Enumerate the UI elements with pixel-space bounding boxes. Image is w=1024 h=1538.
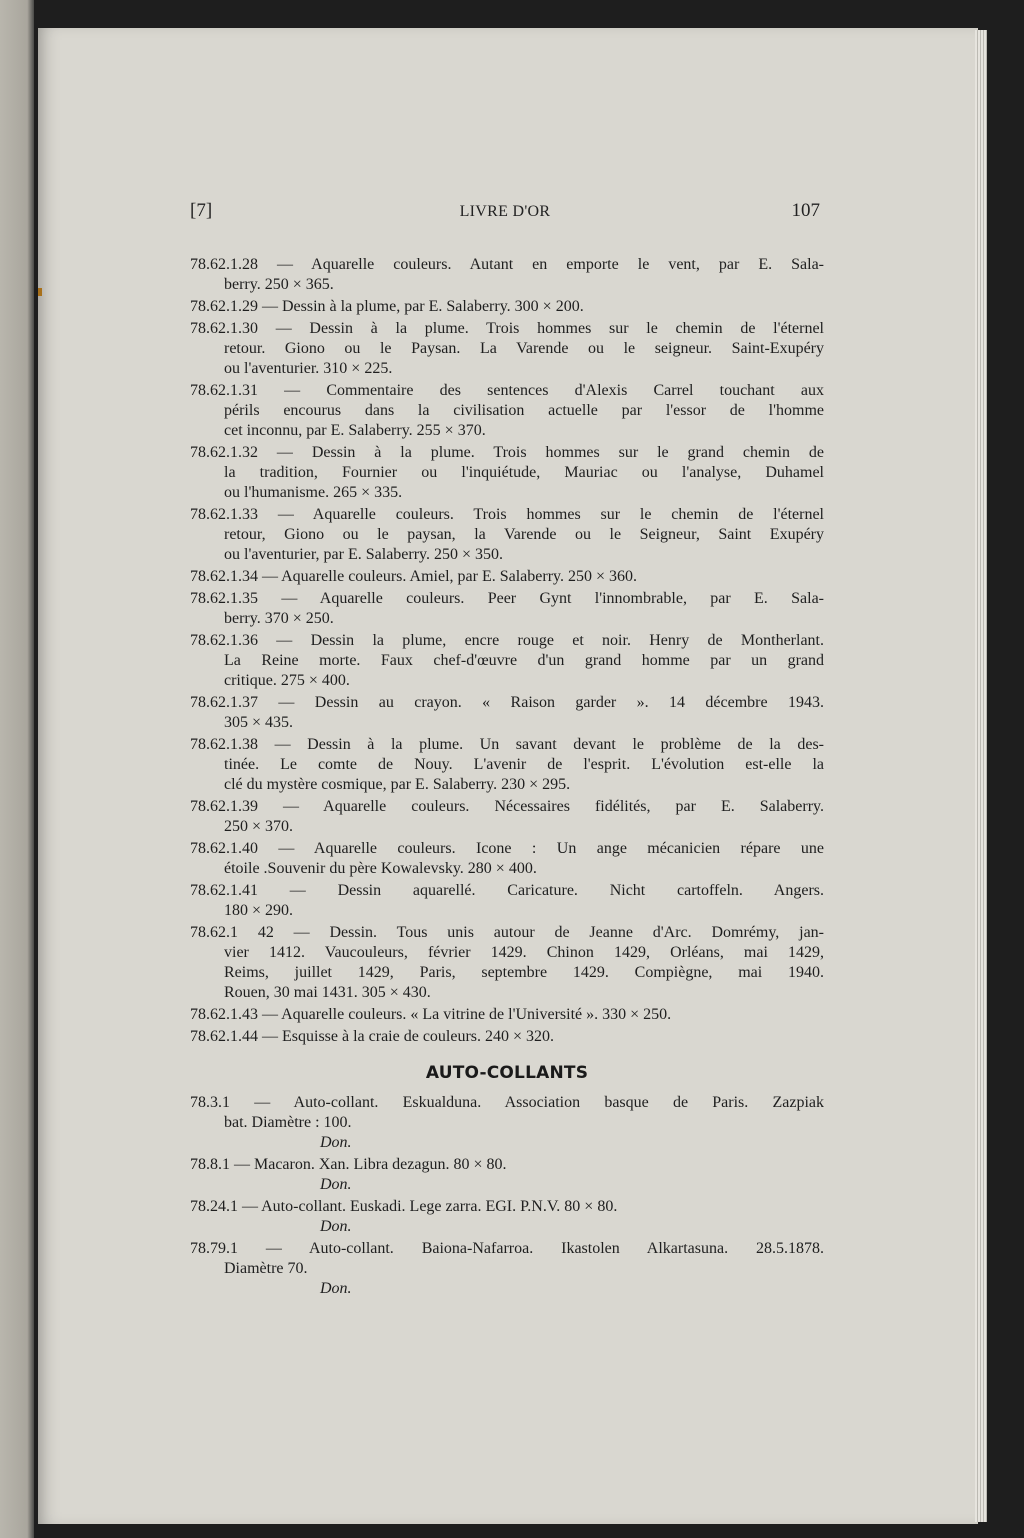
entry-line [190, 631, 824, 651]
catalog-entry [190, 631, 824, 691]
entry-description: Dessin à la plume. Un savant devant le problème de la des- [307, 736, 825, 753]
entry-line-text: 78.24.1 — Auto-collant. Euskadi. Lege zarra. EGI. P.N.V. 80 × 80. [190, 1198, 618, 1215]
catalog-entry [190, 881, 824, 921]
entry-number: 78.62.1.38 [190, 736, 258, 753]
entry-line-text: retour, Giono ou le paysan, la Varende ou le Seigneur, Saint Exupéry [224, 526, 824, 543]
entry-line [190, 1239, 824, 1259]
entry-number: 78.8.1 [190, 1156, 230, 1173]
provenance-note: Don. [320, 1176, 352, 1193]
entry-line [190, 567, 824, 587]
catalog-entry [190, 443, 824, 503]
section-number: [7] [190, 200, 213, 221]
entry-line-text: 78.62.1.37 — Dessin au crayon. « Raison garder ». 14 décembre 1943. [190, 694, 825, 711]
entry-line-text: 78.62.1.29 — Dessin à la plume, par E. Salaberry. 300 × 200. [190, 298, 584, 315]
catalog-entry [190, 1155, 824, 1195]
entry-line-text: étoile .Souvenir du père Kowalevsky. 280 × 400. [224, 860, 537, 877]
entry-description: Aquarelle couleurs. Autant en emporte le vent, par E. Sala- [311, 256, 825, 273]
entry-line-text: 250 × 370. [224, 818, 294, 835]
entry-line [190, 297, 824, 317]
catalog-entry [190, 839, 824, 879]
entry-line-text: 78.62.1 42 — Dessin. Tous unis autour de Jeanne d'Arc. Domrémy, jan- [190, 924, 825, 941]
entry-line [190, 963, 824, 983]
entry-description: Auto-collant. Baiona-Nafarroa. Ikastolen Alkartasuna. 28.5.1878. [308, 1240, 824, 1257]
catalog-entries [190, 255, 824, 1047]
entry-line [190, 421, 824, 441]
entry-description: Macaron. Xan. Libra dezagun. 80 × 80. [254, 1156, 507, 1173]
catalog-entry [190, 1005, 824, 1025]
entry-number: 78.79.1 [190, 1240, 238, 1257]
entry-line [190, 255, 824, 275]
entry-line-text: 78.3.1 — Auto-collant. Eskualduna. Association basque de Paris. Zazpiak [190, 1094, 824, 1111]
margin-mark [38, 288, 42, 296]
catalog-entry [190, 255, 824, 295]
entry-line-text: Reims, juillet 1429, Paris, septembre 1429. Compiègne, mai 1940. [224, 964, 824, 981]
entry-line [190, 505, 824, 525]
entry-line-text: 78.62.1.44 — Esquisse à la craie de couleurs. 240 × 320. [190, 1028, 555, 1045]
catalog-entry [190, 319, 824, 379]
page-content [190, 255, 824, 1301]
entry-line [190, 983, 824, 1003]
catalog-entry [190, 735, 824, 795]
entry-description: Aquarelle couleurs. Nécessaires fidélités, par E. Salaberry. [323, 798, 824, 815]
entry-line [190, 319, 824, 339]
entry-line-text: retour. Giono ou le Paysan. La Varende ou le seigneur. Saint-Exupéry [224, 340, 824, 357]
entry-line [190, 1027, 824, 1047]
entry-line-text: ou l'aventurier, par E. Salaberry. 250 × 350. [224, 546, 504, 563]
entry-description: Dessin. Tous unis autour de Jeanne d'Arc. Domrémy, jan- [329, 924, 825, 941]
entry-number: 78.62.1.44 [190, 1028, 258, 1045]
entry-line-text: bat. Diamètre : 100. [224, 1114, 352, 1131]
entry-description: Dessin aquarellé. Caricature. Nicht cartoffeln. Angers. [337, 882, 825, 899]
catalog-entry [190, 1239, 824, 1299]
catalog-entry [190, 589, 824, 629]
entry-number: 78.62.1.37 [190, 694, 258, 711]
entry-line-text: 78.62.1.33 — Aquarelle couleurs. Trois hommes sur le chemin de l'éternel [190, 506, 824, 523]
entry-number: 78.24.1 [190, 1198, 238, 1215]
entry-description: Dessin la plume, encre rouge et noir. Henry de Montherlant. [310, 632, 825, 649]
entry-line [190, 483, 824, 503]
page-stack-edge [975, 30, 987, 1522]
entry-line-text: berry. 250 × 365. [224, 276, 334, 293]
entry-number: 78.62.1.34 [190, 568, 258, 585]
entry-line-text: 78.62.1.34 — Aquarelle couleurs. Amiel, par E. Salaberry. 250 × 360. [190, 568, 638, 585]
entry-line-text: 78.62.1.36 — Dessin la plume, encre rouge et noir. Henry de Montherlant. [190, 632, 825, 649]
entry-line-text: ou l'aventurier. 310 × 225. [224, 360, 393, 377]
entry-description: Dessin au crayon. « Raison garder ». 14 décembre 1943. [314, 694, 825, 711]
entry-line [190, 755, 824, 775]
entry-description: Aquarelle couleurs. Amiel, par E. Salaberry. 250 × 360. [281, 568, 638, 585]
entry-line [190, 401, 824, 421]
entry-line [190, 545, 824, 565]
provenance-note: Don. [320, 1134, 352, 1151]
entry-number: 78.62.1.28 [190, 256, 258, 273]
entry-line [190, 651, 824, 671]
page-number: 107 [791, 200, 820, 221]
entry-line-text: la tradition, Fournier ou l'inquiétude, Mauriac ou l'analyse, Duhamel [224, 464, 824, 481]
entry-line [190, 713, 824, 733]
entry-line-text: berry. 370 × 250. [224, 610, 334, 627]
entry-description: Commentaire des sentences d'Alexis Carrel touchant aux [326, 382, 825, 399]
entry-line [190, 735, 824, 755]
entry-line [190, 693, 824, 713]
entry-line [190, 671, 824, 691]
entry-description: Aquarelle couleurs. Trois hommes sur le chemin de l'éternel [312, 506, 824, 523]
entry-description: Aquarelle couleurs. Icone : Un ange mécanicien répare une [313, 840, 825, 857]
entry-description: Dessin à la plume. Trois hommes sur le chemin de l'éternel [309, 320, 825, 337]
entry-number: 78.62.1.33 [190, 506, 258, 523]
entry-number: 78.62.1.30 [190, 320, 258, 337]
catalog-entry [190, 1093, 824, 1153]
entry-description: Aquarelle couleurs. Peer Gynt l'innombrable, par E. Sala- [319, 590, 824, 607]
running-title: LIVRE D'OR [459, 203, 551, 220]
entry-line-text: 78.62.1.35 — Aquarelle couleurs. Peer Gynt l'innombrable, par E. Sala- [190, 590, 824, 607]
entry-description: Esquisse à la craie de couleurs. 240 × 320. [282, 1028, 555, 1045]
entry-line-text: 78.62.1.41 — Dessin aquarellé. Caricature. Nicht cartoffeln. Angers. [190, 882, 825, 899]
entry-line-text: 305 × 435. [224, 714, 294, 731]
entry-line [190, 901, 824, 921]
entry-line [190, 275, 824, 295]
entry-number: 78.62.1.41 [190, 882, 258, 899]
entry-line-text: tinée. Le comte de Nouy. L'avenir de l'esprit. L'évolution est-elle la [224, 756, 824, 773]
entry-number: 78.62.1.43 [190, 1006, 258, 1023]
entry-number: 78.62.1.39 [190, 798, 258, 815]
section-heading: AUTO-COLLANTS [425, 1063, 589, 1083]
entry-line [190, 797, 824, 817]
entry-line-text: 78.62.1.39 — Aquarelle couleurs. Nécessaires fidélités, par E. Salaberry. [190, 798, 824, 815]
entry-line [190, 339, 824, 359]
auto-collants-entries [190, 1093, 824, 1299]
entry-line-text: périls encourus dans la civilisation actuelle par l'essor de l'homme [224, 402, 824, 419]
entry-line-text: vier 1412. Vaucouleurs, février 1429. Chinon 1429, Orléans, mai 1429, [224, 944, 824, 961]
entry-line-text: 78.62.1.43 — Aquarelle couleurs. « La vitrine de l'Université ». 330 × 250. [190, 1006, 672, 1023]
entry-number: 78.62.1.35 [190, 590, 258, 607]
entry-line [190, 923, 824, 943]
entry-line [190, 463, 824, 483]
running-header [190, 200, 820, 226]
entry-description: Dessin à la plume. Trois hommes sur le grand chemin de [311, 444, 825, 461]
entry-line-text: La Reine morte. Faux chef-d'œuvre d'un grand homme par un grand [224, 652, 824, 669]
catalog-entry [190, 923, 824, 1003]
entry-line [190, 881, 824, 901]
catalog-entry [190, 505, 824, 565]
entry-line [190, 1005, 824, 1025]
entry-description: Auto-collant. Euskadi. Lege zarra. EGI. P.N.V. 80 × 80. [261, 1198, 618, 1215]
entry-line-text: critique. 275 × 400. [224, 672, 350, 689]
entry-line-text: 78.62.1.40 — Aquarelle couleurs. Icone : Un ange mécanicien répare une [190, 840, 825, 857]
entry-line [190, 609, 824, 629]
catalog-entry [190, 797, 824, 837]
previous-page-edge [0, 0, 34, 1538]
entry-line-text: cet inconnu, par E. Salaberry. 255 × 370. [224, 422, 486, 439]
entry-description: Aquarelle couleurs. « La vitrine de l'Université ». 330 × 250. [281, 1006, 672, 1023]
entry-line-text: 78.8.1 — Macaron. Xan. Libra dezagun. 80 × 80. [190, 1156, 507, 1173]
entry-number: 78.62.1.32 [190, 444, 258, 461]
provenance-note: Don. [320, 1218, 352, 1235]
entry-line-text: ou l'humanisme. 265 × 335. [224, 484, 403, 501]
entry-line-text: Diamètre 70. [224, 1260, 308, 1277]
entry-line-text: Rouen, 30 mai 1431. 305 × 430. [224, 984, 431, 1001]
entry-number: 78.62.1 42 [190, 924, 274, 941]
entry-number: 78.62.1.36 [190, 632, 258, 649]
entry-line [190, 589, 824, 609]
entry-line-text: 78.62.1.31 — Commentaire des sentences d'Alexis Carrel touchant aux [190, 382, 825, 399]
entry-description: Dessin à la plume, par E. Salaberry. 300 × 200. [282, 298, 584, 315]
catalog-entry [190, 381, 824, 441]
entry-description: Auto-collant. Eskualduna. Association basque de Paris. Zazpiak [293, 1094, 824, 1111]
catalog-entry [190, 1027, 824, 1047]
catalog-entry [190, 1197, 824, 1237]
entry-line-text: 78.62.1.38 — Dessin à la plume. Un savant devant le problème de la des- [190, 736, 825, 753]
catalog-entry [190, 567, 824, 587]
entry-line [190, 359, 824, 379]
entry-number: 78.3.1 [190, 1094, 230, 1111]
entry-line-text: 78.62.1.32 — Dessin à la plume. Trois hommes sur le grand chemin de [190, 444, 825, 461]
entry-line [190, 443, 824, 463]
entry-number: 78.62.1.40 [190, 840, 258, 857]
entry-number: 78.62.1.31 [190, 382, 258, 399]
entry-line [190, 943, 824, 963]
entry-line-text: 78.79.1 — Auto-collant. Baiona-Nafarroa. Ikastolen Alkartasuna. 28.5.1878. [190, 1240, 824, 1257]
entry-line [190, 1113, 824, 1133]
entry-line-text: 180 × 290. [224, 902, 294, 919]
entry-line [190, 381, 824, 401]
entry-number: 78.62.1.29 [190, 298, 258, 315]
catalog-entry [190, 297, 824, 317]
entry-line-text: 78.62.1.28 — Aquarelle couleurs. Autant en emporte le vent, par E. Sala- [190, 256, 825, 273]
entry-line [190, 817, 824, 837]
entry-line-text: clé du mystère cosmique, par E. Salaberry. 230 × 295. [224, 776, 571, 793]
entry-line [190, 775, 824, 795]
entry-line-text: 78.62.1.30 — Dessin à la plume. Trois hommes sur le chemin de l'éternel [190, 320, 825, 337]
provenance-note: Don. [320, 1280, 352, 1297]
entry-line [190, 1197, 824, 1217]
entry-line [190, 525, 824, 545]
entry-line [190, 859, 824, 879]
entry-line [190, 1259, 824, 1279]
entry-line [190, 1155, 824, 1175]
catalog-entry [190, 693, 824, 733]
entry-line [190, 1093, 824, 1113]
entry-line [190, 839, 824, 859]
